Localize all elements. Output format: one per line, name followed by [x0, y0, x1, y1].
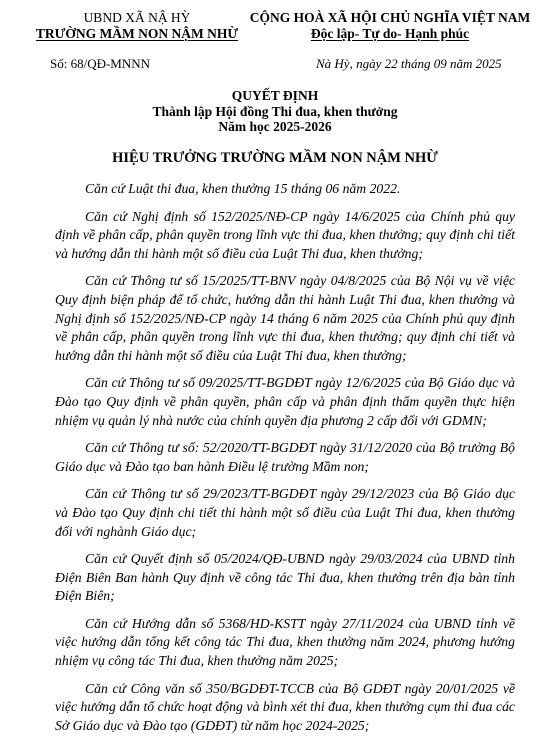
decision-title: QUYẾT ĐỊNH — [231, 88, 319, 103]
header-left — [32, 10, 242, 42]
school-name: TRƯỜNG MẦM NON NẬM NHỪ — [35, 26, 239, 41]
legal-basis-paragraph: Căn cứ Quyết định số 05/2024/QĐ-UBND ngày 29/03/2024 của UBND tỉnh Điện Biên Ban hành Quy định về công tác Thi đua, khen thưởng trên địa bàn tỉnh Điện Biên; — [55, 551, 515, 604]
issuing-authority: HIỆU TRƯỞNG TRƯỜNG MẦM NON NẬM NHỪ — [112, 150, 438, 166]
decision-subject: Thành lập Hội đồng Thi đua, khen thưởng — [152, 103, 398, 119]
national-motto: Độc lập- Tự do- Hạnh phúc — [310, 26, 470, 41]
commune-name: UBND XÃ NẬ HỲ — [83, 10, 191, 25]
legal-basis-paragraph: Căn cứ Thông tư số: 52/2020/TT-BGDĐT ngày 31/12/2020 của Bộ trưởng Bộ Giáo dục và Đào tạo ban hành Điều lệ trường Mầm non; — [55, 440, 515, 474]
legal-basis-paragraph: Căn cứ Luật thi đua, khen thưởng 15 tháng 06 năm 2022. — [85, 181, 401, 196]
legal-basis-paragraph: Căn cứ Nghị định số 152/2025/NĐ-CP ngày 14/6/2025 của Chính phủ quy định về phân cấp, phân quyền trong lĩnh vực thi đua, khen thưởng; quy định chi tiết và hướng dẫn thi hành một số điều của Luật Thi đua, khen thưởng; — [55, 208, 515, 261]
legal-basis-paragraph: Căn cứ Thông tư số 29/2023/TT-BGDĐT ngày 29/12/2023 của Bộ Giáo dục và Đào tạo Quy định chi tiết thi hành một số điều của Luật Thi đua, khen thưởng đối với nghành Giáo dục; — [55, 486, 515, 539]
legal-basis-paragraph: Căn cứ Thông tư số 15/2025/TT-BNV ngày 04/8/2025 của Bộ Nội vụ về việc Quy định biện pháp để tổ chức, hướng dẫn thi hành Luật Thi đua, khen thưởng và Nghị định số 152/2025/NĐ-CP ngày 14 tháng 6 năm 2025 của Chính phủ quy định về phân cấp, phân quyền trong lĩnh vực thi đua, khen thưởng; quy định chi tiết và hướng dẫn thi hành một số điều của Luật Thi đua, khen thưởng; — [55, 273, 515, 363]
national-title: CỘNG HOÀ XÃ HỘI CHỦ NGHĨA VIỆT NAM — [249, 10, 531, 25]
title-block — [0, 88, 550, 135]
legal-basis-paragraph: Căn cứ Hướng dẫn số 5368/HD-KSTT ngày 27/11/2024 của UBND tỉnh về việc hướng dẫn tổng kết công tác Thi đua, khen thưởng năm 2024, phương hướng nhiệm vụ công tác Thi đua, khen thưởng năm 2025; — [55, 615, 515, 669]
legal-basis-paragraph: Căn cứ Công văn số 350/BGDĐT-TCCB của Bộ GDĐT ngày 20/01/2025 về việc hướng dẫn tổ chức hoạt động và bình xét thi đua, khen thưởng cụm thi đua các Sở Giáo dục và Đào tạo (GDĐT) từ năm học 2024-2025; — [55, 680, 515, 733]
school-year: Năm học 2025-2026 — [218, 119, 332, 134]
document-body — [55, 180, 515, 744]
place-date: Nà Hỳ, ngày 22 tháng 09 năm 2025 — [316, 56, 502, 71]
legal-basis-paragraph: Căn cứ Thông tư số 09/2025/TT-BGDĐT ngày 12/6/2025 của Bộ Giáo dục và Đào tạo Quy định về phân quyền, phân cấp và phân định thẩm quyền thực hiện nhiệm vụ quản lý nhà nước của chính quyền địa phương 2 cấp đối với GDMN; — [55, 375, 515, 428]
header-right — [240, 10, 540, 42]
document-number: Số: 68/QĐ-MNNN — [50, 56, 151, 71]
